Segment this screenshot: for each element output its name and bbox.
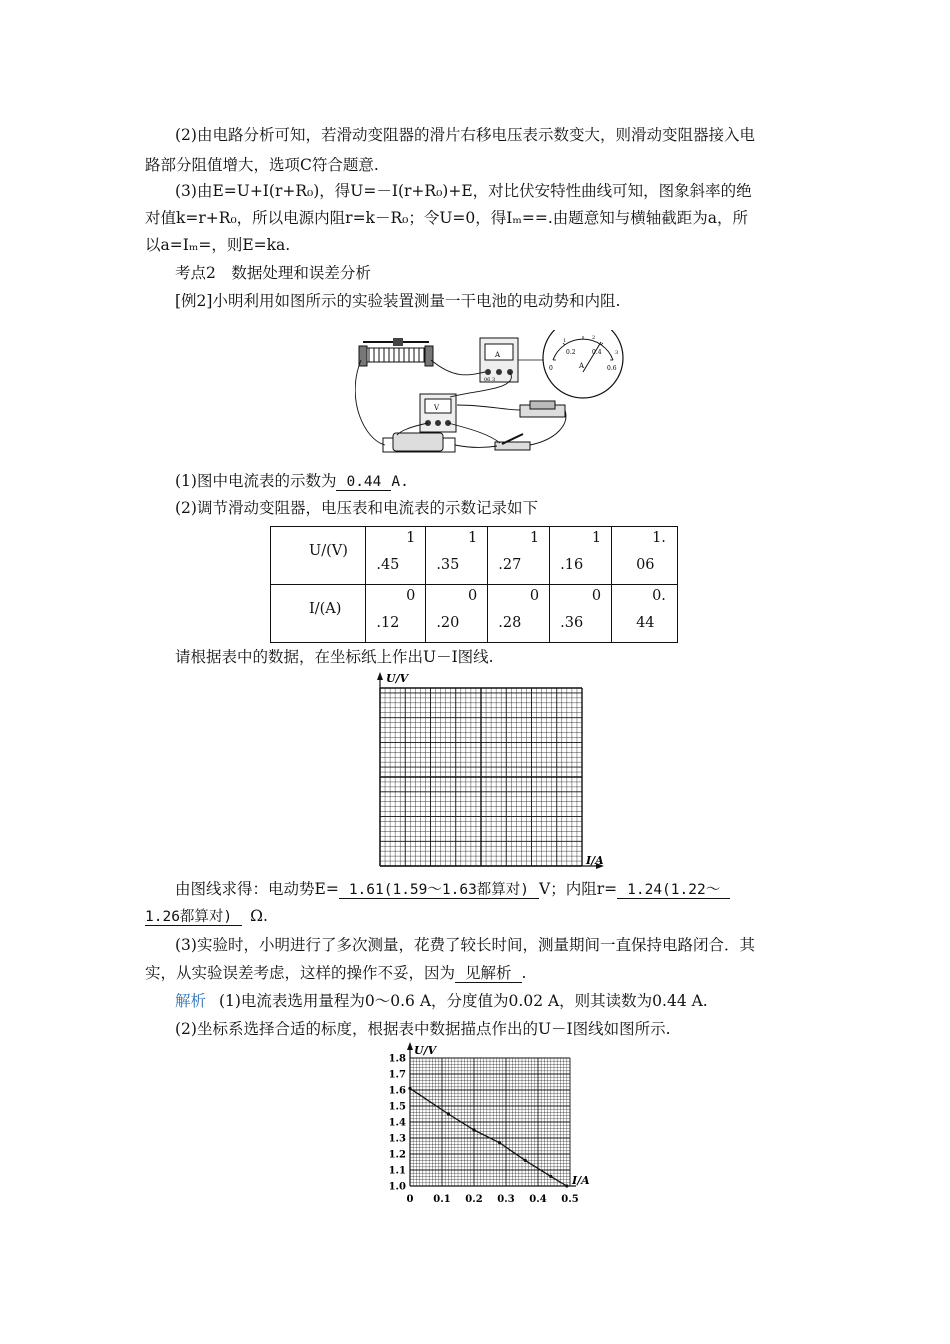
fixed-resistor [520,401,565,417]
x-tick-label: 0 [406,1194,414,1205]
blank-grid [380,688,582,866]
paragraph-3-line-2: 对值k=r+R₀，所以电源内阻r=k－R₀；令U=0，得Iₘ==.由题意知与横轴截距为a，所 [145,209,749,227]
y-tick-label: 1.1 [388,1165,406,1177]
answer-chart [380,1040,600,1220]
dial-tick-1: 0.2 [566,349,576,356]
question-2: (2)调节滑动变阻器，电压表和电流表的示数记录如下 [175,499,538,517]
dial-upper-tick-0: 1 [563,338,567,344]
y-tick-label: 1.4 [388,1117,406,1129]
chart-y-arrow [407,1042,413,1050]
paragraph-2-line-1: (2)由电路分析可知，若滑动变阻器的滑片右移电压表示数变大，则滑动变阻器接入电 [175,126,755,144]
paragraph-3-line-3: 以a=Iₘ=，则E=ka. [145,236,291,254]
x-tick-label: 0.3 [497,1194,515,1205]
data-point [447,1112,450,1115]
r-answer-blank-1: 1.24(1.22～ [617,882,730,899]
table-row [271,585,678,643]
table-cell: 0 .36 [550,585,612,643]
y-tick-label: 1.5 [388,1101,406,1113]
table-cell: 1 .27 [488,527,550,585]
q3-prefix: 实，从实验误差考虑，这样的操作不妥，因为 [145,964,456,982]
q1-unit: A. [391,474,409,490]
example-intro: [例2]小明利用如图所示的实验装置测量一干电池的电动势和内阻. [175,292,621,310]
dial-tick-0: 0 [549,365,553,372]
blank-y-arrow [377,672,383,680]
paragraph-3-line-1: (3)由E=U+I(r+R₀)，得U=－I(r+R₀)+E，对比伏安特性曲线可知，图象斜率的绝 [175,182,752,200]
r-answer-blank-2: 1.26都算对) [145,909,242,926]
after-table-text: 请根据表中的数据，在坐标纸上作出U－I图线. [175,648,494,666]
voltmeter-letter: V [434,404,440,412]
result-prefix: 由图线求得：电动势E= [175,880,339,898]
question-1-prefix: (1)图中电流表的示数为 [175,472,337,490]
table-cell: 1 .35 [426,527,488,585]
analysis-2: (2)坐标系选择合适的标度，根据表中数据描点作出的U－I图线如图所示. [175,1020,671,1038]
ammeter [480,338,518,383]
x-tick-label: 0.2 [465,1194,483,1205]
dial-letter: A [579,362,585,370]
y-tick-label: 1.7 [388,1069,406,1081]
blank-xlabel: I/A [586,854,604,867]
data-point [524,1159,527,1162]
table-cell: 1. 06 [612,527,678,585]
rheostat [359,338,433,366]
y-tick-label: 1.0 [388,1181,406,1193]
q3-answer-blank: 见解析 [455,964,522,983]
blank-graph-paper [360,670,620,870]
analysis-label: 解析 [175,992,207,1010]
y-tick-label: 1.2 [388,1149,406,1161]
dial-upper-tick-2: 3 [615,350,619,356]
dial-tick-3: 0.6 [607,365,617,372]
data-point [549,1175,552,1178]
table-cell: 1 .45 [366,527,426,585]
blank-ylabel: U/V [386,672,409,685]
question-3-line-2 [145,962,526,984]
table-cell: 0 .12 [366,585,426,643]
apparatus-figure [355,330,630,465]
q3-end: . [521,964,527,982]
paragraph-2-line-2: 路部分阻值增大，选项C符合题意. [145,156,379,174]
result-line-1 [175,878,730,901]
voltmeter [420,394,456,432]
ammeter-letter: A [495,351,501,359]
ammeter-dial [543,330,623,398]
table-cell: 0 .20 [426,585,488,643]
y-tick-label: 1.6 [388,1085,406,1097]
x-tick-label: 0.4 [529,1194,547,1205]
x-tick-label: 0.1 [433,1194,451,1205]
result-line-2 [145,905,268,928]
chart-ylabel: U/V [414,1044,437,1057]
section-title: 考点2 数据处理和误差分析 [175,264,371,282]
battery [383,433,455,452]
table-header-i: I/(A) [271,585,366,643]
x-tick-label: 0.5 [561,1194,579,1205]
table-cell: 1 .16 [550,527,612,585]
y-tick-label: 1.3 [388,1133,406,1145]
table-cell: 0 .28 [488,585,550,643]
analysis-1 [175,990,708,1012]
table-row [271,527,678,585]
data-table [270,526,678,643]
table-header-u: U/(V) [271,527,366,585]
dial-tick-2: 0.4 [592,349,602,356]
series-line [410,1088,567,1186]
table-cell: 0. 44 [612,585,678,643]
r-unit: Ω. [250,907,268,925]
y-tick-label: 1.8 [388,1053,406,1065]
question-3-line-1: (3)实验时，小明进行了多次测量，花费了较长时间，测量期间一直保持电路闭合．其 [175,936,755,954]
question-1 [175,470,409,493]
chart-xlabel: I/A [572,1174,590,1187]
switch [495,434,530,450]
data-point [498,1141,501,1144]
chart-grid [410,1058,570,1186]
ammeter-terminal-label: 06 3 [484,377,496,383]
q1-answer-blank: 0.44 [336,474,391,491]
emf-answer-blank: 1.61(1.59～1.63都算对) [339,882,539,899]
analysis-1-text: (1)电流表选用量程为0～0.6 A，分度值为0.02 A，则其读数为0.44 A. [218,992,708,1010]
data-point [472,1128,475,1131]
emf-unit: V；内阻r= [539,880,618,898]
dial-upper-tick-1: 2 [592,335,596,341]
